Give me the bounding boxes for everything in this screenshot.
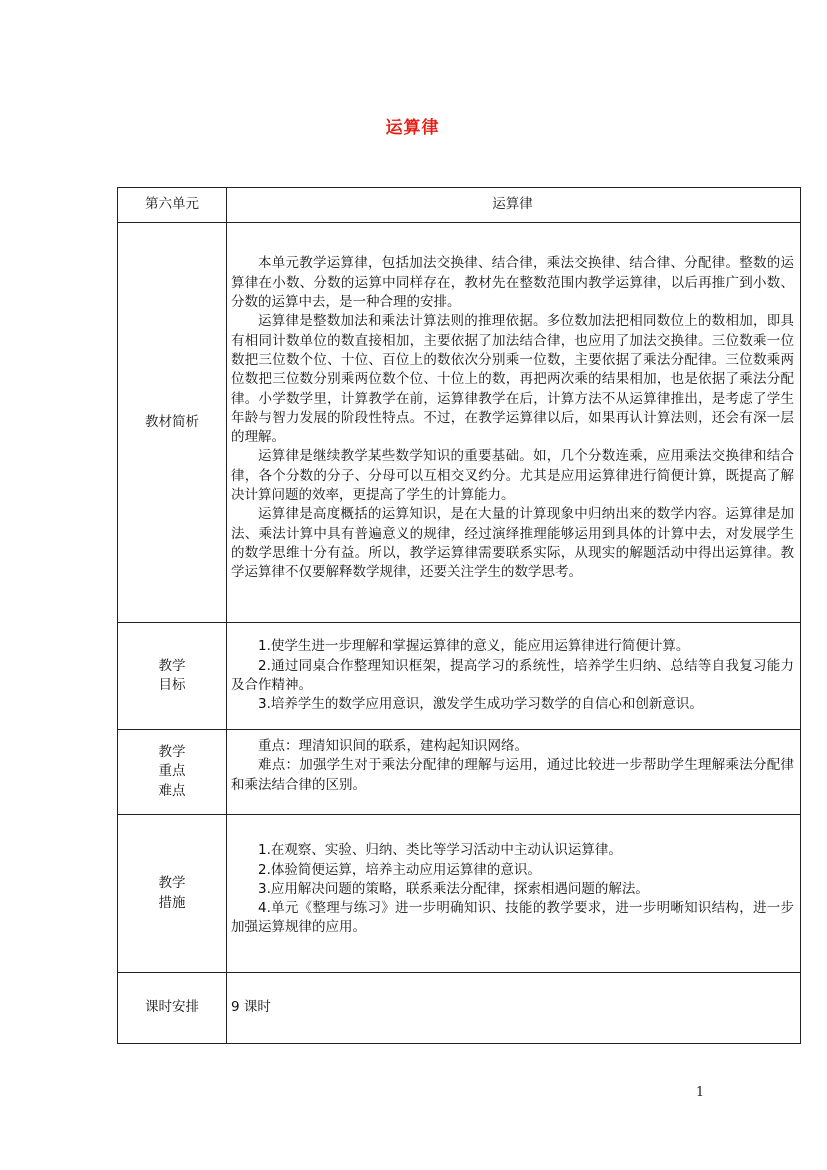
unit-cell: 第六单元 [118,188,227,223]
table-header-row [118,188,801,223]
material-paragraph: 运算律是整数加法和乘法计算法则的推理依据。多位数加法把相同数位上的数相加，即具有相同计数单位的数直接相加，主要依据了加法结合律，也应用了加法交换律。三位数乘一位数把三位数个位、十位、百位上的数依次分别乘一位数，主要依据了乘法分配律。三位数乘两位数把三位数分别乘两位数个位、十位上的数，再把两次乘的结果相加，也是依据了乘法分配律。小学数学里，计算教学在前，运算律教学在后，计算方法不从运算律推出，是考虑了学生年龄与智力发展的阶段性特点。不过，在教学运算律以后，如果再认计算法则，还会有深一层的理解。 [231,313,794,446]
topic-cell: 运算律 [227,188,801,223]
page-number: 1 [695,1085,705,1100]
row-key-points [118,730,801,815]
measures-label-line: 措施 [158,894,186,911]
material-content [227,223,801,623]
page-title [0,113,827,138]
goals-content [227,623,801,730]
material-paragraph: 运算律是继续教学某些数学知识的重要基础。如，几个分数连乘，应用乘法交换律和结合律，各个分数的分子、分母可以互相交叉约分。尤其是应用运算律进行简便计算，既提高了解决计算问题的效率，更提高了学生的计算能力。 [231,448,794,504]
key-points-label-line: 重点 [158,763,186,780]
material-paragraph: 本单元教学运算律，包括加法交换律、结合律，乘法交换律、结合律、分配律。整数的运算律在小数、分数的运算中同样存在，教材先在整数范围内教学运算律，以后再推广到小数、分数的运算中去，是一种合理的安排。 [231,255,794,311]
material-paragraph: 运算律是高度概括的运算知识，是在大量的计算现象中归纳出来的数学内容。运算律是加法、乘法计算中具有普遍意义的规律，经过演绎推理能够运用到具体的计算中去，对发展学生的数学思维十分有益。所以，教学运算律需要联系实际，从现实的解题活动中得出运算律。教学运算律不仅要解释数学规律，还要关注学生的数学思考。 [231,506,794,581]
goals-label-line: 教学 [158,657,186,674]
measure-item: 2.体验简便运算，培养主动应用运算律的意识。 [258,861,541,878]
key-point-item: 重点：理清知识间的联系，建构起知识网络。 [258,738,528,755]
row-schedule [118,973,801,1044]
goals-label-line: 目标 [158,677,186,693]
goal-item: 3.培养学生的数学应用意识，激发学生成功学习数学的自信心和创新意识。 [258,696,703,713]
goal-item: 2.通过同桌合作整理知识框架，提高学习的系统性，培养学生归纳、总结等自我复习能力及合作精神。 [231,657,794,693]
lesson-plan-table [117,187,801,1044]
row-material-analysis [118,223,801,623]
measures-content [227,815,801,973]
key-points-label-line: 教学 [158,744,186,761]
schedule-value: 9 课时 [227,973,801,1044]
measures-label-line: 教学 [158,875,186,892]
material-label: 教材简析 [118,223,227,623]
key-points-content [227,730,801,815]
schedule-label: 课时安排 [118,973,227,1044]
key-points-label-line: 难点 [158,782,186,799]
title-text: 运算律 [385,118,440,138]
goals-label [118,623,227,730]
key-points-label [118,730,227,815]
measure-item: 4.单元《整理与练习》进一步明确知识、技能的教学要求，进一步明晰知识结构，进一步加强运算规律的应用。 [231,900,794,936]
measures-label [118,815,227,973]
row-teaching-goals [118,623,801,730]
measure-item: 3.应用解决问题的策略，联系乘法分配律，探索相遇问题的解法。 [258,880,649,897]
goal-item: 1.使学生进一步理解和掌握运算律的意义，能应用运算律进行简便计算。 [258,638,690,655]
row-teaching-measures [118,815,801,973]
key-point-item: 难点：加强学生对于乘法分配律的理解与运用，通过比较进一步帮助学生理解乘法分配律和乘法结合律的区别。 [231,757,794,793]
measure-item: 1.在观察、实验、归纳、类比等学习活动中主动认识运算律。 [258,842,622,859]
